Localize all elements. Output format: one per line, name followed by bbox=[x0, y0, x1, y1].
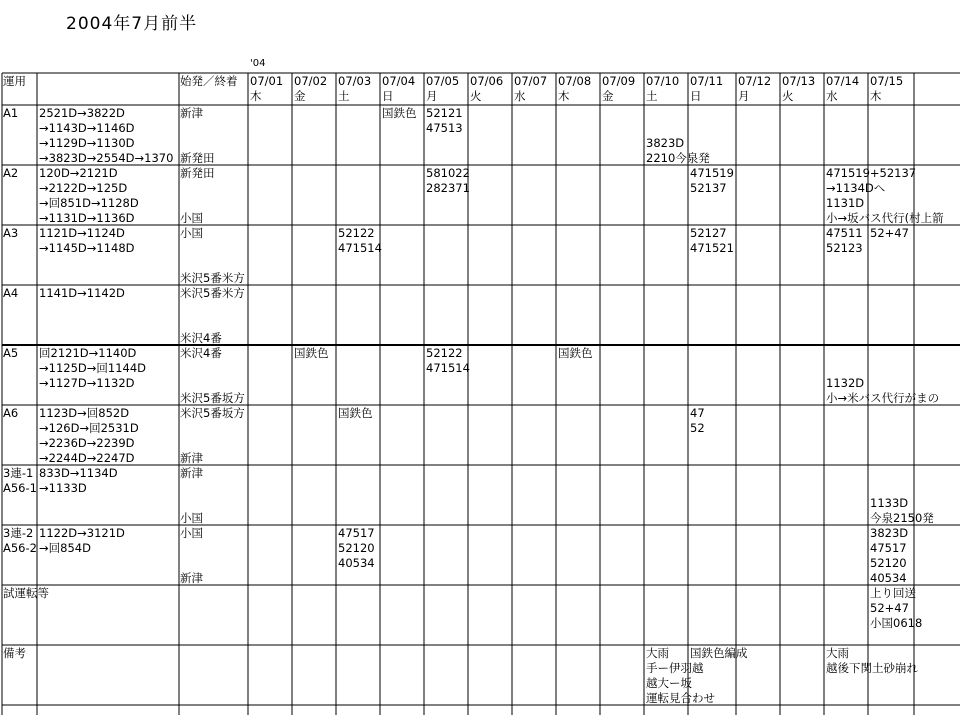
header-date: 07/09 bbox=[602, 74, 636, 88]
train-sequence: 2521D→3822D →1143D→1146D →1129D→1130D →3823D→2554D→1370 bbox=[39, 106, 174, 165]
header-day: 月 bbox=[426, 89, 438, 103]
header-date: 07/11 bbox=[690, 74, 724, 88]
schedule-cell: 581022 282371 bbox=[426, 166, 470, 195]
header-date: 07/02 bbox=[294, 74, 328, 88]
header-day: 水 bbox=[514, 89, 526, 103]
row-id: 3連-1 A56-1 bbox=[3, 466, 37, 495]
schedule-cell: 3823D 47517 52120 40534 bbox=[870, 526, 909, 585]
schedule-cell: 52121 47513 bbox=[426, 106, 463, 135]
schedule-cell: 52122 471514 bbox=[426, 346, 470, 375]
schedule-cell: 471519+52137 →1134Dへ 1131D 小→坂バス代行(村上箭 bbox=[826, 166, 944, 225]
train-sequence: 回2121D→1140D →1125D→回1144D →1127D→1132D bbox=[39, 346, 147, 390]
schedule-cell: 471519 52137 bbox=[690, 166, 734, 195]
header-date: 07/10 bbox=[646, 74, 680, 88]
start-station: 米沢5番坂方 bbox=[180, 406, 245, 420]
schedule-cell: 国鉄色 bbox=[294, 346, 329, 360]
schedule-cell: 47 52 bbox=[690, 406, 705, 435]
header-day: 木 bbox=[870, 89, 882, 103]
header-day: 水 bbox=[826, 89, 838, 103]
header-date: 07/06 bbox=[470, 74, 504, 88]
start-station: 新津 bbox=[180, 106, 203, 120]
train-sequence: 1141D→1142D bbox=[39, 286, 125, 300]
schedule-cell: 国鉄色 bbox=[382, 106, 417, 120]
header-shihatsu: 始発／終着 bbox=[180, 74, 238, 88]
schedule-cell: 3823D 2210今泉発 bbox=[646, 136, 710, 165]
row-id: 備考 bbox=[3, 646, 26, 660]
row-id: 試運転等 bbox=[3, 586, 49, 600]
start-station: 小国 bbox=[180, 526, 203, 540]
row-id: A3 bbox=[3, 226, 19, 240]
start-station: 米沢4番 bbox=[180, 346, 222, 360]
schedule-cell: 国鉄色 bbox=[558, 346, 593, 360]
header-date: 07/15 bbox=[870, 74, 904, 88]
schedule-cell: 大雨 越後下関土砂崩れ bbox=[826, 646, 918, 675]
header-date: 07/08 bbox=[558, 74, 592, 88]
schedule-cell: 52122 471514 bbox=[338, 226, 382, 255]
year-mark: '04 bbox=[250, 58, 266, 69]
header-date: 07/04 bbox=[382, 74, 416, 88]
train-sequence: 1122D→3121D →回854D bbox=[39, 526, 125, 555]
header-date: 07/01 bbox=[250, 74, 284, 88]
start-station: 米沢5番米方 bbox=[180, 286, 245, 300]
end-station: 新津 bbox=[180, 571, 203, 585]
header-day: 日 bbox=[690, 89, 702, 103]
end-station: 米沢4番 bbox=[180, 331, 222, 345]
train-sequence: 1121D→1124D →1145D→1148D bbox=[39, 226, 135, 255]
train-sequence: 120D→2121D →2122D→125D →回851D→1128D →1131D→1136D bbox=[39, 166, 139, 225]
header-day: 月 bbox=[738, 89, 750, 103]
header-date: 07/07 bbox=[514, 74, 548, 88]
header-date: 07/13 bbox=[782, 74, 816, 88]
header-unyo: 運用 bbox=[3, 74, 26, 88]
schedule-cell: 上り回送 52+47 小国0618 bbox=[870, 586, 923, 630]
header-day: 火 bbox=[470, 89, 482, 103]
row-id: 3連-2 A56-2 bbox=[3, 526, 37, 555]
train-sequence: 1123D→回852D →126D→回2531D →2236D→2239D →2244D→2247D bbox=[39, 406, 139, 465]
row-id: A4 bbox=[3, 286, 19, 300]
header-date: 07/03 bbox=[338, 74, 372, 88]
header-date: 07/05 bbox=[426, 74, 460, 88]
end-station: 米沢5番米方 bbox=[180, 271, 245, 285]
start-station: 小国 bbox=[180, 226, 203, 240]
header-day: 土 bbox=[338, 89, 350, 103]
schedule-cell: 47517 52120 40534 bbox=[338, 526, 375, 570]
schedule-cell: 52+47 bbox=[870, 226, 909, 240]
row-id: A6 bbox=[3, 406, 19, 420]
row-id: A2 bbox=[3, 166, 19, 180]
schedule-cell: 1132D 小→米バス代行がまの bbox=[826, 376, 940, 405]
schedule-cell: 国鉄色編成 bbox=[690, 646, 748, 660]
header-day: 木 bbox=[250, 89, 262, 103]
header-day: 日 bbox=[382, 89, 394, 103]
header-date: 07/14 bbox=[826, 74, 860, 88]
end-station: 新発田 bbox=[180, 151, 215, 165]
end-station: 小国 bbox=[180, 211, 203, 225]
header-day: 木 bbox=[558, 89, 570, 103]
header-day: 金 bbox=[294, 89, 306, 103]
start-station: 新発田 bbox=[180, 166, 215, 180]
header-date: 07/12 bbox=[738, 74, 772, 88]
header-day: 土 bbox=[646, 89, 658, 103]
header-day: 火 bbox=[782, 89, 794, 103]
header-day: 金 bbox=[602, 89, 614, 103]
end-station: 小国 bbox=[180, 511, 203, 525]
schedule-cell: 大雨 手ー伊羽越 越大ー坂 運転見合わせ bbox=[646, 646, 715, 705]
schedule-cell: 1133D 今泉2150発 bbox=[870, 496, 934, 525]
row-id: A5 bbox=[3, 346, 19, 360]
end-station: 新津 bbox=[180, 451, 203, 465]
row-id: A1 bbox=[3, 106, 19, 120]
schedule-cell: 国鉄色 bbox=[338, 406, 373, 420]
schedule-cell: 47511 52123 bbox=[826, 226, 863, 255]
schedule-cell: 52127 471521 bbox=[690, 226, 734, 255]
start-station: 新津 bbox=[180, 466, 203, 480]
train-sequence: 833D→1134D →1133D bbox=[39, 466, 118, 495]
page-title: 2004年7月前半 bbox=[66, 14, 198, 34]
end-station: 米沢5番坂方 bbox=[180, 391, 245, 405]
